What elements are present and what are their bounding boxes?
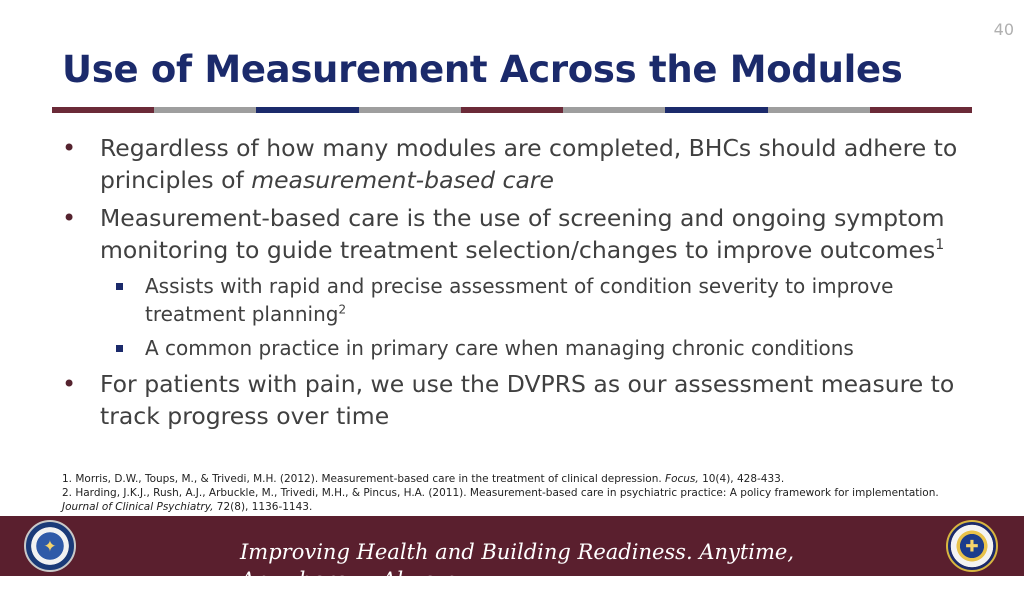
bullet-dot-icon: • (62, 134, 77, 162)
divider-segment (359, 107, 461, 113)
bullet-emphasis: measurement-based care (251, 166, 554, 194)
bullet-item (60, 132, 970, 196)
footer-tagline: Improving Health and Building Readiness. Anytime, Anywhere — Always (240, 540, 795, 592)
bullet-dot-icon: • (62, 204, 77, 232)
divider-segment (563, 107, 665, 113)
bullet-text: Measurement-based care is the use of screening and ongoing symptom monitoring to guide treatment selection/changes to improve outcomes (100, 204, 945, 264)
sub-bullet-item (60, 334, 970, 362)
divider-segment (768, 107, 870, 113)
references (62, 472, 1002, 514)
reference-text: 1. Morris, D.W., Toups, M., & Trivedi, M.H. (2012). Measurement-based care in the treatment of clinical depression. (62, 473, 666, 485)
reference-journal: Focus, (665, 473, 699, 485)
divider-segment (870, 107, 972, 113)
reference-text: 2. Harding, J.K.J., Rush, A.J., Arbuckle, M., Trivedi, M.H., & Pincus, H.A. (2011). Measurement-based care in psychiatric practice: A policy framework for implementation. (62, 487, 939, 499)
reference-journal: Journal of Clinical Psychiatry, (62, 501, 214, 513)
divider-segment (256, 107, 358, 113)
footnote-marker: 1 (935, 237, 945, 254)
page-number: 40 (993, 20, 1014, 39)
sub-bullet-text: A common practice in primary care when managing chronic conditions (145, 336, 854, 360)
divider-segment (52, 107, 154, 113)
footer-bar (0, 516, 1024, 592)
square-bullet-icon (116, 283, 123, 290)
footnote-marker: 2 (338, 302, 347, 317)
reference-citation: 72(8), 1136-1143. (213, 501, 313, 513)
divider-segment (665, 107, 767, 113)
square-bullet-icon (116, 345, 123, 352)
reference-1 (62, 472, 1002, 486)
sub-bullet-item (60, 272, 970, 328)
divider-segment (461, 107, 563, 113)
reference-citation: 10(4), 428-433. (698, 473, 785, 485)
bullet-list (60, 132, 970, 438)
bullet-item (60, 368, 970, 432)
bullet-text: For patients with pain, we use the DVPRS as our assessment measure to track progress over time (100, 370, 955, 430)
bullet-dot-icon: • (62, 370, 77, 398)
sub-bullet-text: Assists with rapid and precise assessment of condition severity to improve treatment planning (145, 274, 894, 326)
dod-seal-icon: ✦ (24, 520, 76, 572)
reference-2 (62, 486, 1002, 514)
bullet-item (60, 202, 970, 266)
slide-title: Use of Measurement Across the Modules (62, 48, 903, 91)
dha-seal-icon: ✚ (946, 520, 998, 572)
bullet-text: Regardless of how many modules are completed, BHCs should adhere to principles of (100, 134, 958, 194)
divider-segment (154, 107, 256, 113)
title-divider (52, 107, 972, 113)
